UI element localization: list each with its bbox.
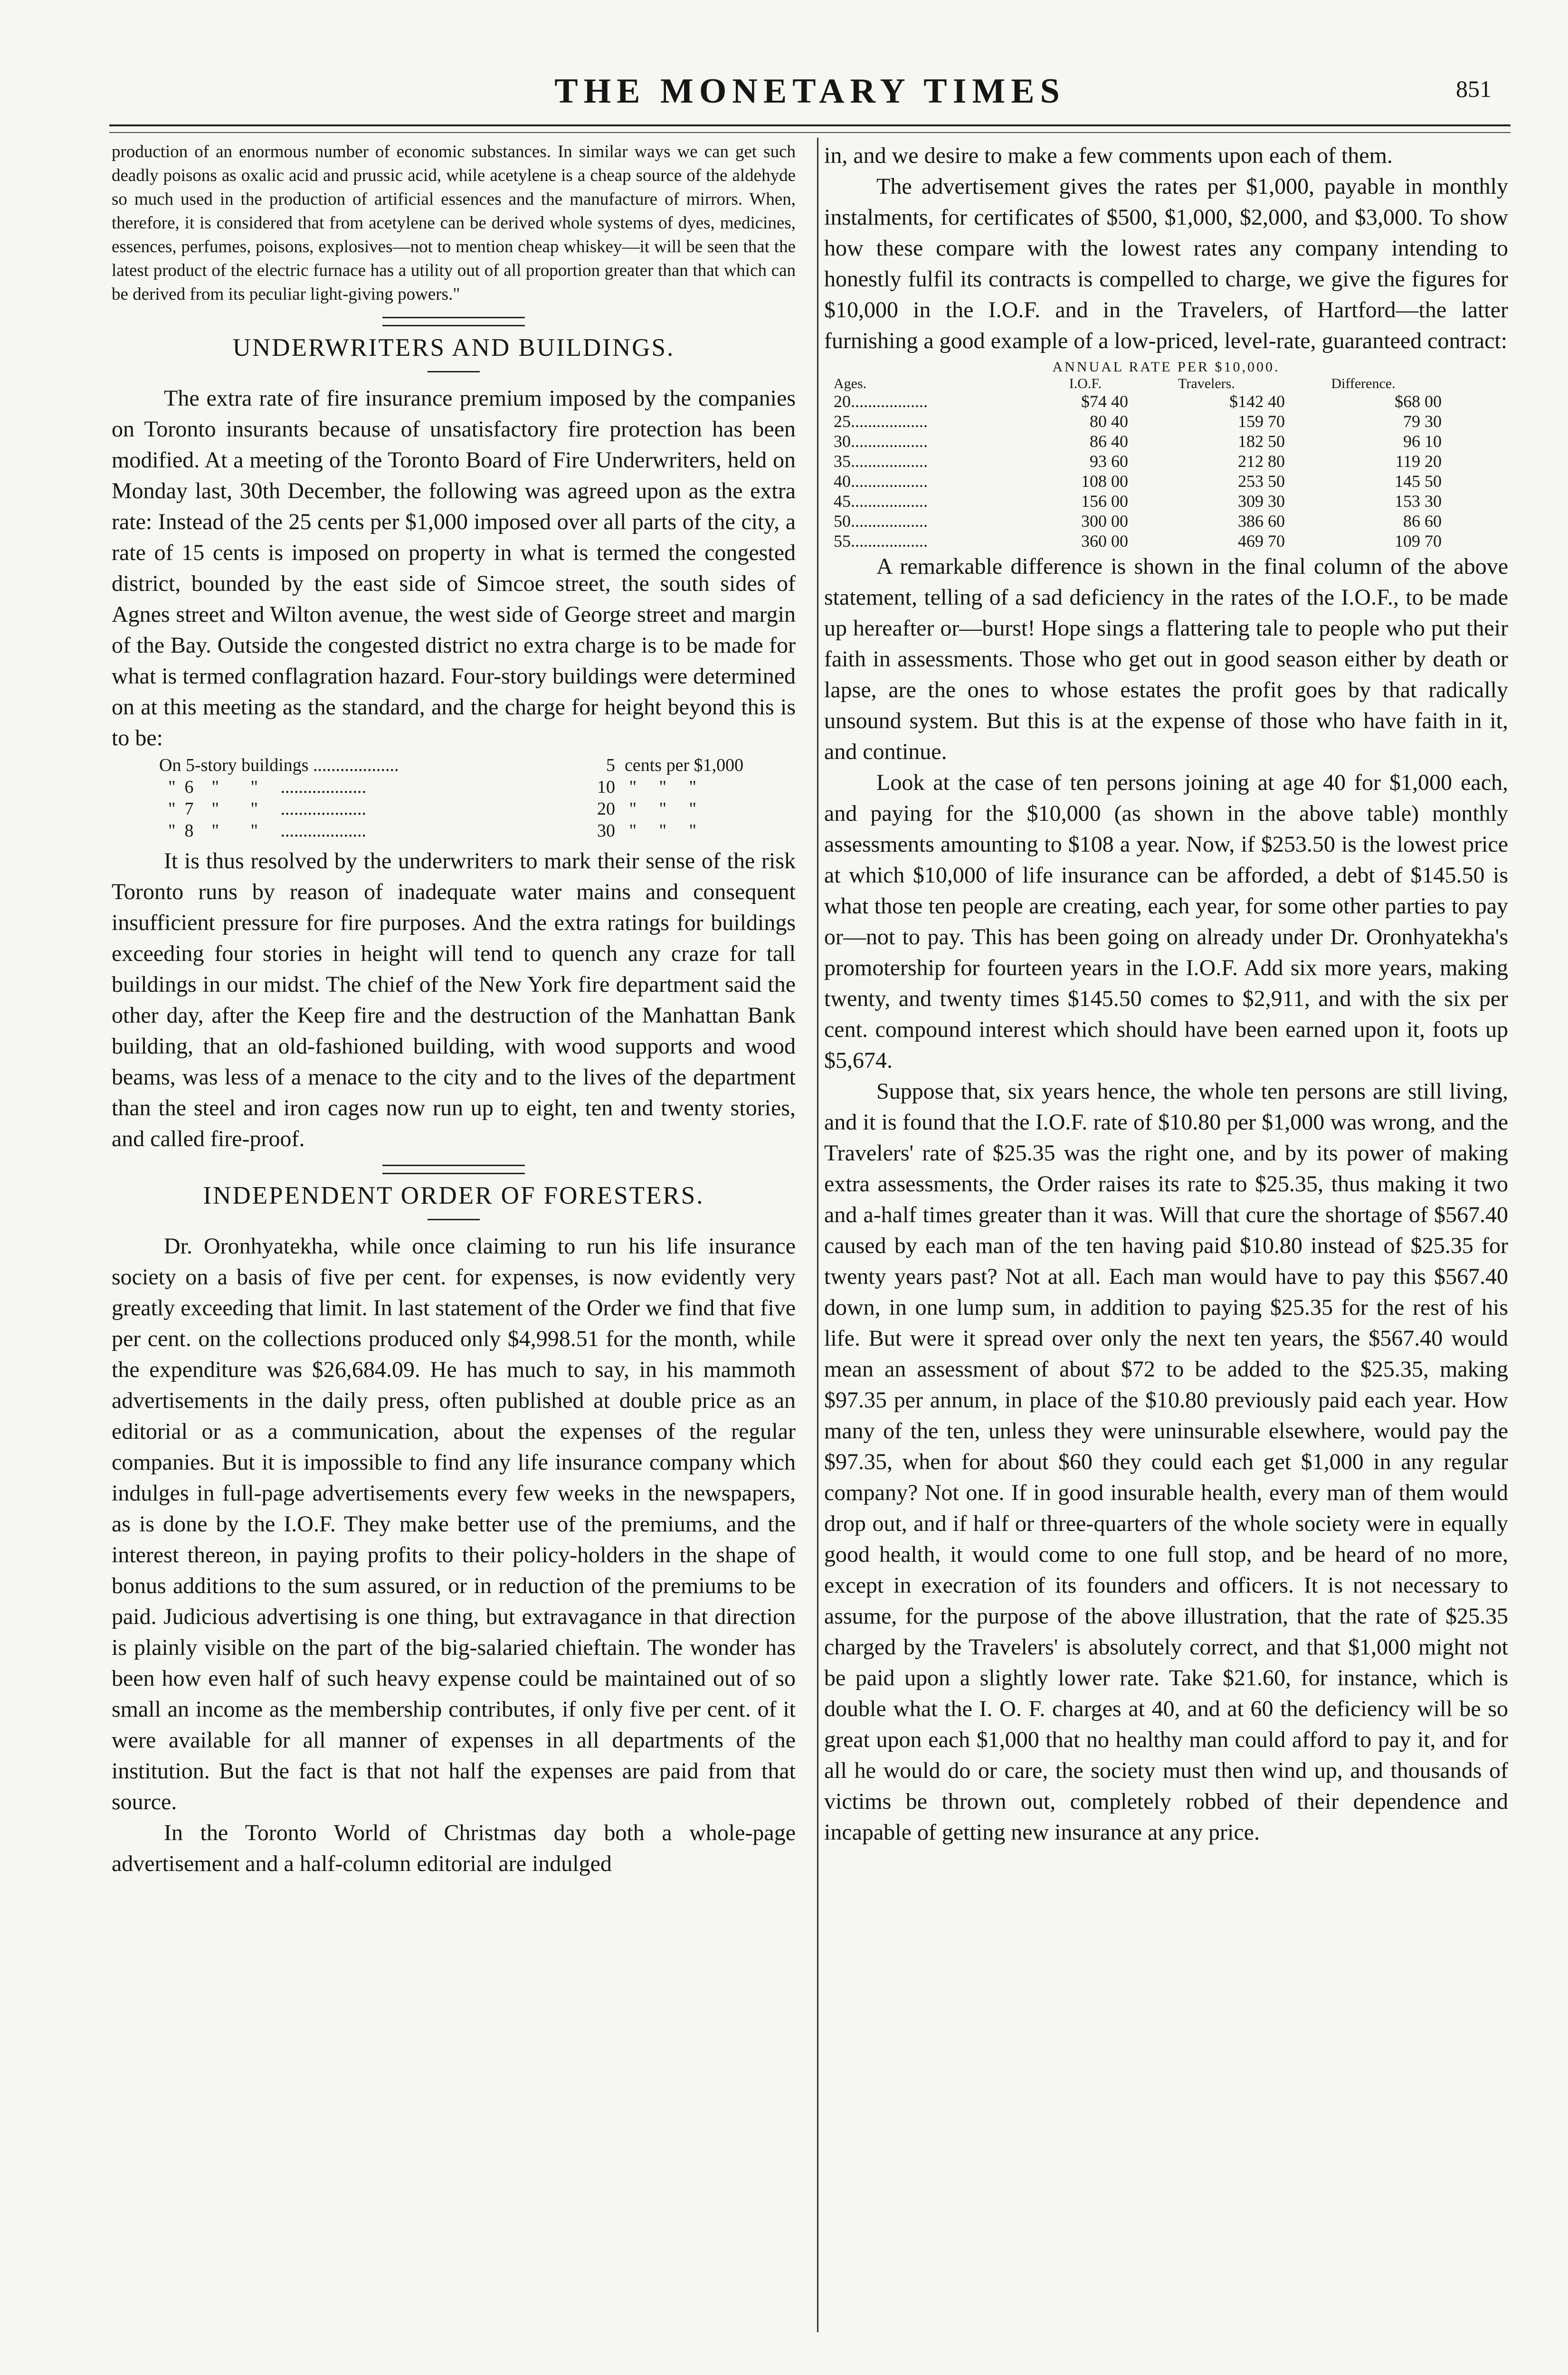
height-charge-label: " 6 " " ...................: [159, 777, 367, 797]
header-iof: I.O.F.: [1069, 376, 1102, 391]
cell-age: 30..................: [834, 432, 928, 451]
cell-travelers: 159 70: [1238, 412, 1285, 431]
table-row: [834, 511, 1442, 531]
cell-travelers: 182 50: [1238, 432, 1285, 451]
foresters-paragraph-2: In the Toronto World of Christmas day both a whole-page advertisement and a half-column editorial are indulged: [112, 1820, 796, 1876]
height-charge-value: 20: [597, 799, 615, 819]
headline-underwriters: UNDERWRITERS AND BUILDINGS.: [232, 334, 675, 361]
cell-difference: $68 00: [1395, 392, 1442, 411]
cell-difference: 109 70: [1395, 532, 1442, 551]
table-row: [834, 431, 1442, 451]
cell-difference: 79 30: [1403, 412, 1442, 431]
cell-age: 50..................: [834, 512, 928, 531]
difference-paragraph: A remarkable difference is shown in the final column of the above statement, telling of a sad deficiency in the rates of the I.O.F., to be made up hereafter or—burst! Hope sings a flattering tale to people who put their faith in assessments. Those who get out in good season either by death or lapse, are the ones to whose estates the profit goes by that radically unsound system. But this is at the expense of those who have faith in it, and continue.: [824, 554, 1508, 764]
cell-iof: $74 40: [1081, 392, 1128, 411]
masthead-title: THE MONETARY TIMES: [554, 72, 1065, 111]
height-charge-label: On 5-story buildings ...................: [159, 755, 399, 775]
height-charge-value: 5: [606, 755, 615, 775]
height-charge-row: [159, 754, 796, 776]
cell-difference: 153 30: [1395, 492, 1442, 511]
height-charge-label: " 8 " " ...................: [159, 821, 367, 841]
cell-difference: 86 60: [1403, 512, 1442, 531]
height-charge-row: [159, 820, 796, 842]
cell-travelers: $142 40: [1229, 392, 1285, 411]
underwriters-paragraph-1: The extra rate of fire insurance premium imposed by the companies on Toronto insurants because of unsatisfactory fire protection has been modified. At a meeting of the Toronto Board of Fire Underwriters, held on Monday last, 30th December, the following was agreed upon as the extra rate: Instead of the 25 cents per $1,000 imposed over all parts of the city, a rate of 15 cents is imposed on property in what is termed the congested district, bounded by the east side of Simcoe street, the south sides of Agnes street and Wilton avenue, the west side of George street and margin of the Bay. Outside the congested district no extra charge is to be made for what is termed conflagration hazard. Four-story buildings were determined on at this meeting as the standard, and the charge for height beyond this is to be:: [112, 386, 796, 750]
foresters-continued: in, and we desire to make a few comments upon each of them.: [824, 143, 1393, 168]
right-column: [824, 140, 1508, 1848]
cell-age: 45..................: [834, 492, 928, 511]
cell-age: 40..................: [834, 472, 928, 491]
column-divider: [817, 138, 818, 2332]
rate-table-header: [834, 376, 1442, 391]
cell-iof: 300 00: [1081, 512, 1128, 531]
cell-age: 35..................: [834, 452, 928, 471]
header-ages: Ages.: [834, 376, 867, 391]
height-charge-unit: " " ": [625, 821, 697, 841]
height-charge-list: [159, 754, 796, 842]
cell-iof: 108 00: [1081, 472, 1128, 491]
height-charge-unit: " " ": [625, 799, 697, 819]
height-charge-row: [159, 798, 796, 820]
height-charge-label: " 7 " " ...................: [159, 799, 367, 819]
cell-age: 20..................: [834, 392, 928, 411]
headline-rule: [428, 1219, 480, 1220]
table-row: [834, 411, 1442, 431]
section-separator: [382, 1165, 525, 1174]
cell-travelers: 386 60: [1238, 512, 1285, 531]
six-years-paragraph: Suppose that, six years hence, the whole ten persons are still living, and it is found that the I.O.F. rate of $10.80 per $1,000 was wrong, and the Travelers' rate of $25.35 was the right one, and by its power of making extra assessments, the Order raises its rate to $25.35, thus making it two and a-half times greater than it was. Will that cure the shortage of $567.40 caused by each man of the ten having paid $10.80 instead of $25.35 for twenty years past? Not at all. Each man would have to pay this $567.40 down, in one lump sum, in addition to paying $25.35 for the rest of his life. But were it spread over only the next ten years, the $567.40 would mean an assessment of about $72 to be added to the $25.35, making $97.35 per annum, in place of the $10.80 previously paid each year. How many of the ten, unless they were uninsurable elsewhere, would pay the $97.35, when for about $60 they could each get $1,000 in any regular company? Not one. If in good insurable health, every man of them would drop out, and if half or three-quarters of the whole society were in equally good health, it would come to one full stop, and be heard of no more, except in execration of its founders and officers. It is not necessary to assume, for the purpose of the above illustration, that the rate of $25.35 charged by the Travelers' is absolutely correct, and that $1,000 might not be paid upon a slightly lower rate. Take $21.60, for instance, which is double what the I. O. F. charges at 40, and at 60 the deficiency will be so great upon each $1,000 that no healthy man could afford to pay it, and for all he would do or care, the society must then wind up, and thousands of victims be thrown out, completely robbed of their dependence and incapable of getting new insurance at any price.: [824, 1079, 1508, 1845]
height-charge-value: 10: [597, 777, 615, 797]
cell-iof: 360 00: [1081, 532, 1128, 551]
table-row: [834, 471, 1442, 491]
height-charge-unit: " " ": [625, 777, 697, 797]
cell-iof: 93 60: [1090, 452, 1128, 471]
height-charge-row: [159, 776, 796, 798]
cell-age: 55..................: [834, 532, 928, 551]
cell-travelers: 253 50: [1238, 472, 1285, 491]
section-separator: [382, 317, 525, 326]
ten-persons-paragraph: Look at the case of ten persons joining at age 40 for $1,000 each, and paying for the $10,000 (as shown in the above table) monthly assessments amounting to $108 a year. Now, if $253.50 is the lowest price at which $10,000 of life insurance can be afforded, a debt of $145.50 is what those ten people are creating, each year, for some other parties to pay or—not to pay. This has been going on already under Dr. Oronhyatekha's promotership for fourteen years in the I.O.F. Add six more years, making twenty, and twenty times $145.50 comes to $2,911, and with the six per cent. compound interest which should have been earned upon it, foots up $5,674.: [824, 770, 1508, 1073]
left-column: [112, 140, 796, 1879]
cell-difference: 119 20: [1395, 452, 1442, 471]
cell-difference: 96 10: [1403, 432, 1442, 451]
table-row: [834, 391, 1442, 411]
cell-travelers: 212 80: [1238, 452, 1285, 471]
header-difference: Difference.: [1331, 376, 1396, 391]
cell-age: 25..................: [834, 412, 928, 431]
headline-foresters: INDEPENDENT ORDER OF FORESTERS.: [203, 1182, 704, 1209]
foresters-paragraph-1: Dr. Oronhyatekha, while once claiming to run his life insurance society on a basis of five per cent. for expenses, is now evidently very greatly exceeding that limit. In last statement of the Order we find that five per cent. on the collections produced only $4,998.51 for the month, while the expenditure was $26,684.09. He has much to say, in his mammoth advertisements in the daily press, often published at double price as an editorial or as a communication, about the expenses of the regular companies. But it is impossible to find any life insurance company which indulges in full-page advertisements every few weeks in the newspapers, as is done by the I.O.F. They make better use of the premiums, and the interest thereon, in paying profits to their policy-holders in the shape of bonus additions to the sum assured, or in reduction of the premiums to be paid. Judicious advertising is one thing, but extravagance in that direction is plainly visible on the part of the big-salaried chieftain. The wonder has been how even half of such heavy expense could be maintained out of so small an income as the membership contributes, if only five per cent. of it were available for all manner of expenses in all departments of the institution. But the fact is that not half the expenses are paid from that source.: [112, 1234, 796, 1814]
cell-travelers: 469 70: [1238, 532, 1285, 551]
page-number: 851: [1456, 76, 1492, 102]
table-row: [834, 531, 1442, 551]
cell-difference: 145 50: [1395, 472, 1442, 491]
masthead-rule: [109, 124, 1511, 126]
advertisement-paragraph: The advertisement gives the rates per $1,000, payable in monthly instalments, for certificates of $500, $1,000, $2,000, and $3,000. To show how these compare with the lowest rates any company intending to honestly fulfil its contracts is compelled to charge, we give the figures for $10,000 in the I.O.F. and in the Travelers, of Hartford—the latter furnishing a good example of a low-priced, level-rate, guaranteed contract:: [824, 174, 1508, 353]
acetylene-paragraph-end: production of an enormous number of economic substances. In similar ways we can get such deadly poisons as oxalic acid and prussic acid, while acetylene is a cheap source of the aldehyde so much used in the production of artificial essences and the manufacture of mirrors. When, therefore, it is considered that from acetylene can be derived whole systems of dyes, medicines, essences, perfumes, poisons, explosives—not to mention cheap whiskey—it will be seen that the latest product of the electric furnace has a utility out of all proportion greater than that which can be derived from its peculiar light-giving powers.": [112, 142, 796, 304]
cell-travelers: 309 30: [1238, 492, 1285, 511]
masthead: [109, 71, 1511, 128]
underwriters-paragraph-2: It is thus resolved by the underwriters to mark their sense of the risk Toronto runs by reason of inadequate water mains and consequent insufficient pressure for fire purposes. And the extra ratings for buildings exceeding four stories in height will tend to quench any craze for tall buildings in our midst. The chief of the New York fire department said the other day, after the Keep fire and the destruction of the Manhattan Bank building, that an old-fashioned building, with wood supports and wood beams, was less of a menace to the city and to the lives of the department than the steel and iron cages now run up to eight, ten and twenty stories, and called fire-proof.: [112, 848, 796, 1151]
height-charge-value: 30: [597, 821, 615, 841]
cell-iof: 80 40: [1090, 412, 1128, 431]
cell-iof: 156 00: [1081, 492, 1128, 511]
table-row: [834, 491, 1442, 511]
cell-iof: 86 40: [1090, 432, 1128, 451]
header-travelers: Travelers.: [1178, 376, 1235, 391]
masthead-rule-thin: [109, 132, 1511, 133]
headline-rule: [428, 371, 480, 372]
rate-table-caption: ANNUAL RATE PER $10,000.: [1052, 359, 1280, 375]
height-charge-unit: cents per $1,000: [625, 755, 744, 775]
table-row: [834, 451, 1442, 471]
rate-table: [834, 376, 1442, 551]
